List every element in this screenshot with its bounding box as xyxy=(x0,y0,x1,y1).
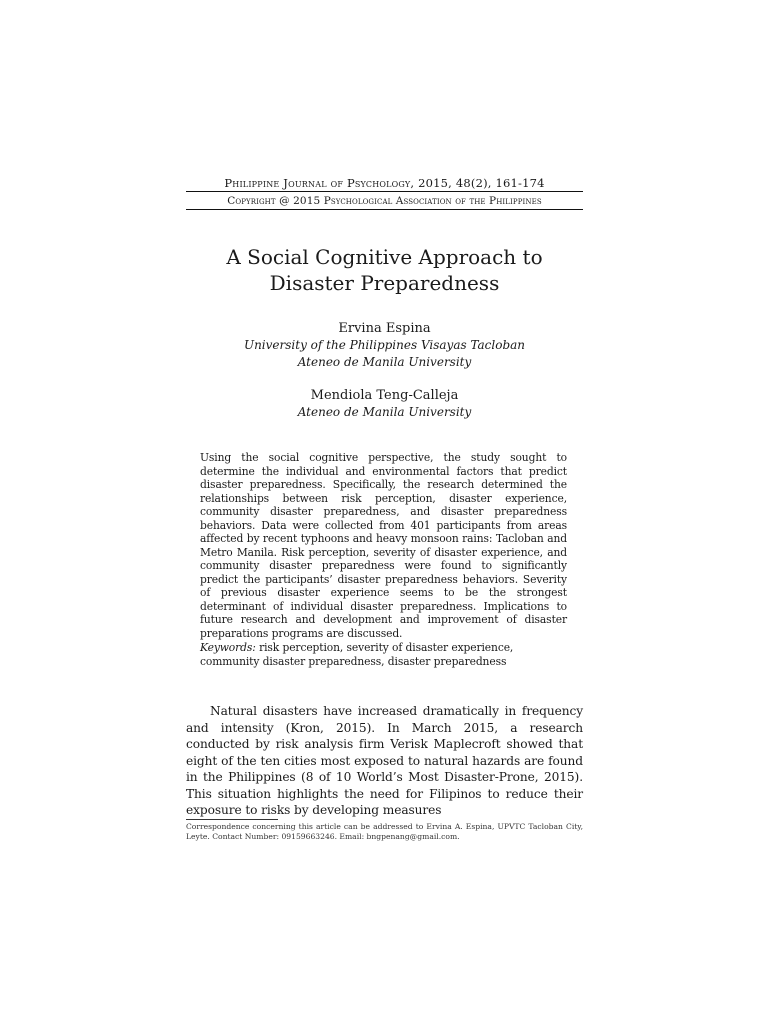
copyright-header: Copyright @ 2015 Psychological Association of the Philippines xyxy=(227,195,542,207)
keywords-list: risk perception, severity of disaster experience, community disaster preparedness, disaster preparedness xyxy=(200,641,514,668)
body-paragraph-1: Natural disasters have increased dramatically in frequency and intensity (Kron, 2015). In March 2015, a research conducted by risk analysis firm Verisk Maplecroft showed that eight of the ten cities most exposed to natural hazards are found in the Philippines (8 of 10 World’s Most Disaster-Prone, 2015). This situation highlights the need for Filipinos to reduce their exposure to risks by developing measures xyxy=(186,704,583,817)
author-name-1: Ervina Espina xyxy=(338,321,431,336)
author-name-2: Mendiola Teng-Calleja xyxy=(310,388,459,403)
author-2-affiliation-1: Ateneo de Manila University xyxy=(297,405,472,419)
header-rule-bottom xyxy=(186,209,583,210)
author-1-affiliation-1: University of the Philippines Visayas Tacloban xyxy=(243,338,526,352)
abstract: Using the social cognitive perspective, the study sought to determine the individual and environmental factors that predict disaster preparedness. Specifically, the research determined the relationships between risk perception, disaster experience, community disaster preparedness, and disaster preparedness behaviors. Data were collected from 401 participants from areas affected by recent typhoons and heavy monsoon rains: Tacloban and Metro Manila. Risk perception, severity of disaster experience, and community disaster preparedness were found to significantly predict the participants’ disaster preparedness behaviors. Severity of previous disaster experience seems to be the strongest determinant of individual disaster preparedness. Implications to future research and development and improvement of disaster preparations programs are discussed. xyxy=(200,451,567,640)
footnote-rule xyxy=(186,819,278,820)
keywords-label: Keywords: xyxy=(200,641,256,654)
article-title xyxy=(186,244,583,296)
header-rule-top xyxy=(186,191,583,192)
correspondence-footnote: Correspondence concerning this article can be addressed to Ervina A. Espina, UPVTC Tacloban City, Leyte. Contact Number: 09159663246. Email: bngpenang@gmail.com. xyxy=(186,822,583,841)
article-title-line-2: Disaster Preparedness xyxy=(269,271,500,295)
keywords xyxy=(200,641,567,668)
journal-citation-header: Philippine Journal of Psychology, 2015, 48(2), 161-174 xyxy=(224,176,545,190)
article-title-line-1: A Social Cognitive Approach to xyxy=(226,245,543,269)
author-1-affiliation-2: Ateneo de Manila University xyxy=(297,355,472,369)
